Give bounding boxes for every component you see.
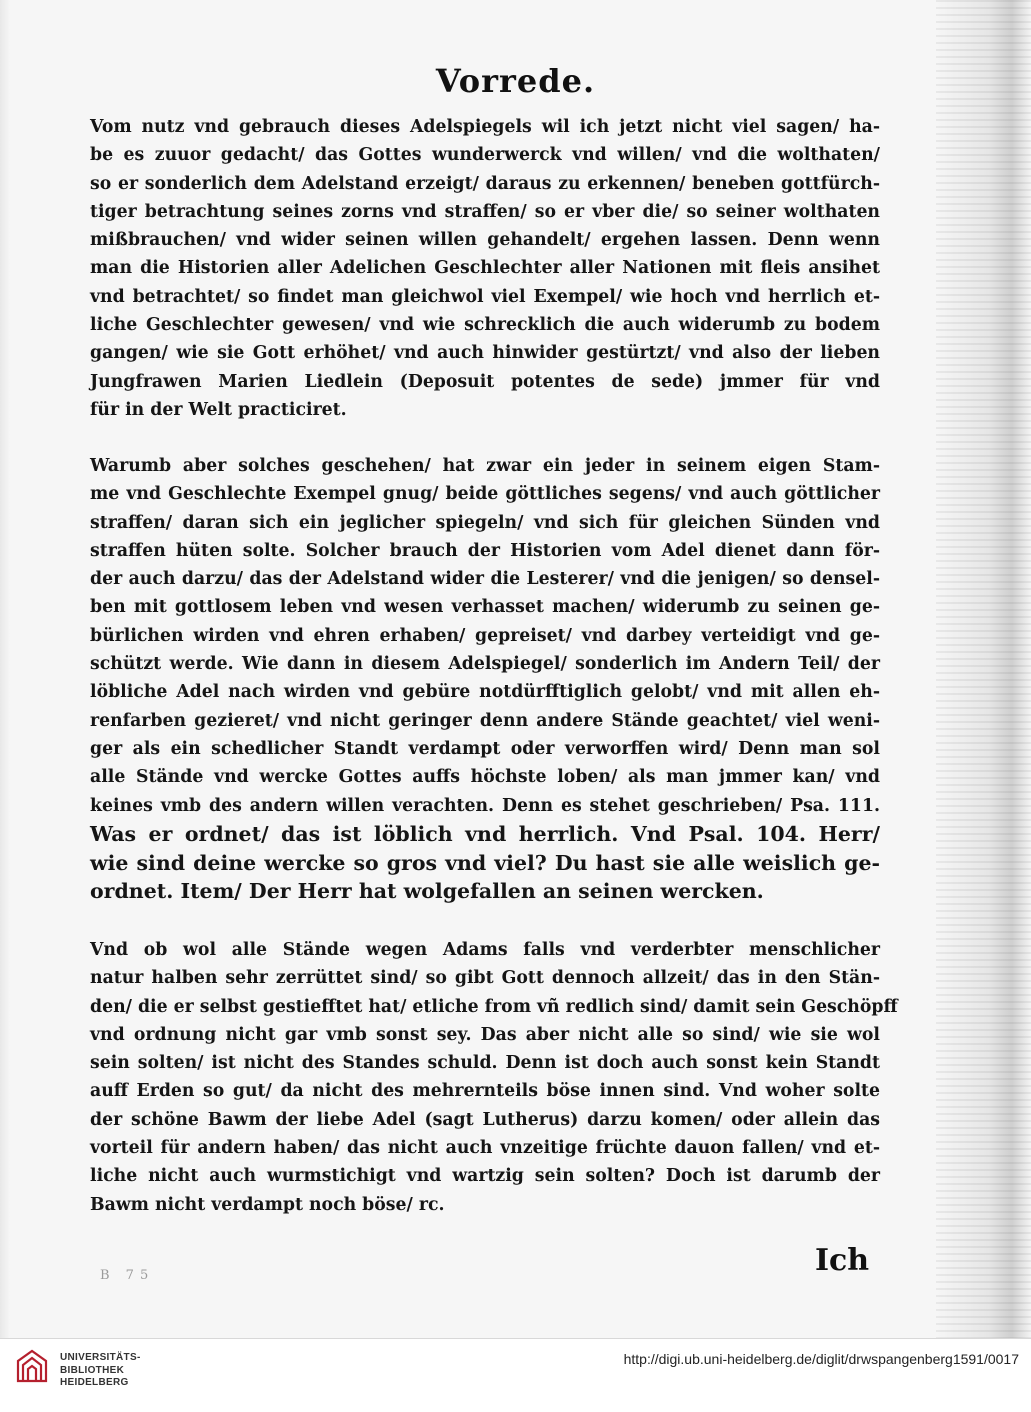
paragraph-1 — [90, 113, 880, 424]
page-right-edge — [936, 0, 1031, 1338]
library-name-line: UNIVERSITÄTS- — [60, 1352, 141, 1363]
text-line: löbliche Adel nach wirden vnd gebüre notdürfftiglich gelobt/ vnd mit allen eh- — [90, 682, 880, 703]
text-line: Warumb aber solches geschehen/ hat zwar ein jeder in seinem eigen Stam- — [90, 456, 880, 476]
text-line: für in der Welt practiciret. — [90, 399, 347, 420]
text-line: keines vmb des andern willen verachten. Denn es stehet geschrieben/ Psa. 111. — [90, 795, 880, 816]
text-line: so er sonderlich dem Adelstand erzeigt/ daraus zu erkennen/ beneben gottfürch- — [90, 173, 880, 194]
library-name-line: HEIDELBERG — [60, 1377, 129, 1388]
text-line: tiger betrachtung seines zorns vnd straffen/ so er vber die/ so seiner wolthaten — [90, 201, 880, 222]
text-line: renfarben gezieret/ vnd nicht geringer denn andere Stände geachtet/ viel weni- — [90, 710, 880, 731]
text-line: auff Erden so gut/ da nicht des mehrernteils böse innen sind. Vnd woher solte — [90, 1081, 880, 1102]
text-line: alle Stände vnd wercke Gottes auffs höchste loben/ als man jmmer kan/ vnd — [90, 767, 880, 788]
text-line: Was er ordnet/ das ist löblich vnd herrlich. Vnd Psal. 104. Herr/ — [90, 821, 880, 846]
signature-mark: B 75 — [100, 1268, 155, 1283]
text-line: bürlichen wirden vnd ehren erhaben/ gepreiset/ vnd darbey verteidigt vnd ge- — [90, 625, 880, 646]
text-line: Vom nutz vnd gebrauch dieses Adelspiegels wil ich jetzt nicht viel sagen/ ha- — [90, 117, 880, 137]
text-line: den/ die er selbst gestiefftet hat/ etliche from vñ redlich sind/ damit sein Geschöpff — [90, 996, 898, 1017]
text-line: der schöne Bawm der liebe Adel (sagt Lutherus) darzu komen/ oder allein das — [90, 1109, 880, 1130]
text-line: sein solten/ ist nicht des Standes schuld. Denn ist doch auch sonst kein Standt — [90, 1053, 880, 1074]
permalink-url[interactable]: http://digi.ub.uni-heidelberg.de/diglit/drwspangenberg1591/0017 — [623, 1351, 1019, 1367]
text-line: straffen/ daran sich ein jeglicher spiegeln/ vnd sich für gleichen Sünden vnd — [90, 512, 880, 533]
paragraph-3 — [90, 936, 898, 1219]
text-line: ger als ein schedlicher Standt verdampt oder verworffen wird/ Denn man sol — [90, 738, 880, 759]
text-line: Jungfrawen Marien Liedlein (Deposuit potentes de sede) jmmer für vnd — [90, 371, 880, 392]
text-line: vnd betrachtet/ so findet man gleichwol viel Exempel/ wie hoch vnd herrlich et- — [90, 286, 880, 307]
text-line: gangen/ wie sie Gott erhöhet/ vnd auch hinwider gestürtzt/ vnd also der lieben — [90, 343, 880, 364]
text-line: der auch darzu/ das der Adelstand wider die Lesterer/ vnd die jenigen/ so densel- — [90, 569, 880, 590]
text-line: ordnet. Item/ Der Herr hat wolgefallen an seinen wercken. — [90, 879, 764, 904]
text-line: Vnd ob wol alle Stände wegen Adams falls vnd verderbter menschlicher — [90, 940, 880, 960]
text-line: liche Geschlechter gewesen/ vnd wie schrecklich die auch widerumb zu bodem — [90, 315, 880, 336]
text-line: straffen hüten solte. Solcher brauch der Historien vom Adel dienet dann för- — [90, 540, 880, 561]
page-left-edge — [0, 0, 10, 1338]
text-line: schützt werde. Wie dann in diesem Adelspiegel/ sonderlich im Andern Teil/ der — [90, 654, 880, 675]
page-heading: Vorrede. — [435, 62, 596, 100]
text-line: me vnd Geschlechte Exempel gnug/ beide göttliches segens/ vnd auch göttlicher — [90, 484, 880, 505]
catchword: Ich — [815, 1243, 870, 1278]
library-logo-icon[interactable] — [12, 1347, 52, 1387]
text-line: mißbrauchen/ vnd wider seinen willen gehandelt/ ergehen lassen. Denn wenn — [90, 230, 880, 251]
text-line: liche nicht auch wurmstichigt vnd wartzig sein solten? Doch ist darumb der — [90, 1166, 880, 1187]
text-line: wie sind deine wercke so gros vnd viel? Du hast sie alle weislich ge- — [90, 850, 880, 875]
text-line: vnd ordnung nicht gar vmb sonst sey. Das aber nicht alle so sind/ wie sie wol — [90, 1024, 880, 1045]
text-line: Bawm nicht verdampt noch böse/ rc. — [90, 1194, 445, 1215]
library-name-line: BIBLIOTHEK — [60, 1364, 125, 1376]
library-name[interactable] — [60, 1352, 141, 1390]
text-line: vorteil für andern haben/ das nicht auch vnzeitige früchte dauon fallen/ vnd et- — [90, 1138, 880, 1159]
paragraph-2 — [90, 452, 880, 906]
text-line: natur halben sehr zerrüttet sind/ so gibt Gott dennoch allzeit/ das in den Stän- — [90, 968, 880, 989]
text-line: ben mit gottlosem leben vnd wesen verhasset machen/ widerumb zu seinen ge- — [90, 597, 880, 618]
text-line: man die Historien aller Adelichen Geschlechter aller Nationen mit fleis ansihet — [90, 258, 880, 279]
footer-bar — [0, 1338, 1031, 1412]
text-line: be es zuuor gedacht/ das Gottes wunderwerck vnd willen/ vnd die wolthaten/ — [90, 145, 880, 166]
